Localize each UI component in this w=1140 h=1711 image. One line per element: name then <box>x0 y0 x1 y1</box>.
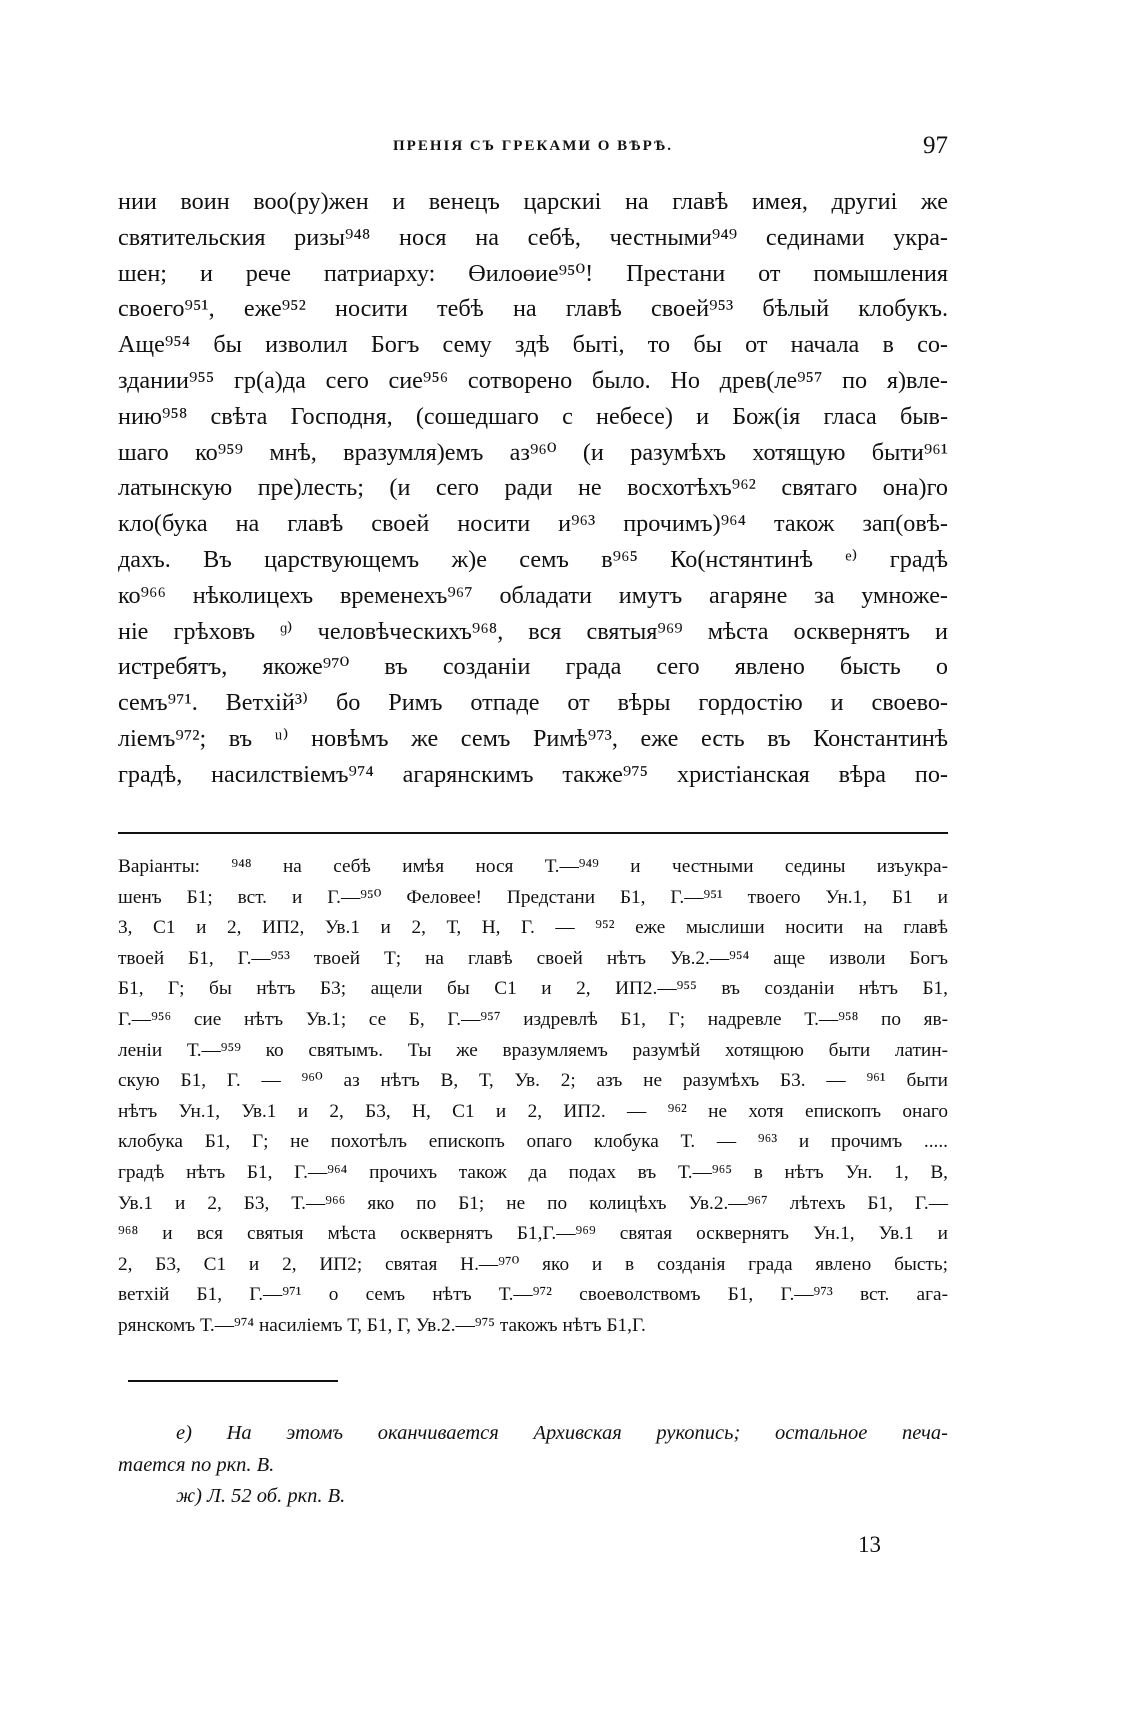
page-header <box>118 132 948 162</box>
text-line: нии воин воо(ру)жен и венецъ царскиі на главѣ имея, другиі же <box>118 188 948 215</box>
main-text <box>118 184 948 793</box>
footnotes <box>118 1418 948 1513</box>
text-line: шен; и рече патриарху: Өилоөие⁹⁵⁰! Престани от помышления <box>118 259 948 287</box>
variant-line: клобука Б1, Г; не похотѣлъ епископъ опаго клобука Т. — ⁹⁶³ и прочимъ ..... <box>118 1131 948 1153</box>
footnote-line: тается по ркп. В. <box>118 1453 275 1476</box>
page-number: 97 <box>923 132 948 159</box>
text-line: шаго ко⁹⁵⁹ мнѣ, вразумля)емъ аз⁹⁶⁰ (и разумѣхъ хотящую быти⁹⁶¹ <box>118 438 948 466</box>
variant-line: 3, С1 и 2, ИП2, Ув.1 и 2, Т, Н, Г. — ⁹⁵² еже мыслиши носити на главѣ <box>118 917 948 939</box>
variant-line: Варіанты: ⁹⁴⁸ на себѣ имѣя нося Т.—⁹⁴⁹ и честными седины изъукра- <box>118 856 948 877</box>
text-line: здании⁹⁵⁵ гр(а)да сего сие⁹⁵⁶ сотворено было. Но древ(ле⁹⁵⁷ по я)вле- <box>118 366 948 394</box>
text-line: Аще⁹⁵⁴ бы изволил Богъ сему здѣ быті, то бы от начала в со- <box>118 331 948 359</box>
variants-apparatus <box>118 852 948 1342</box>
variant-line: ⁹⁶⁸ и вся святыя мѣста осквернятъ Б1,Г.—⁹⁶⁹ святая осквернятъ Ун.1, Ув.1 и <box>118 1223 948 1245</box>
text-line: своего⁹⁵¹, еже⁹⁵² носити тебѣ на главѣ своей⁹⁵³ бѣлый клобукъ. <box>118 295 948 323</box>
variant-line: нѣтъ Ун.1, Ув.1 и 2, Б3, Н, С1 и 2, ИП2. — ⁹⁶² не хотя епископъ онаго <box>118 1100 948 1122</box>
signature-mark: 13 <box>858 1532 881 1557</box>
section-divider <box>118 832 948 834</box>
text-line: нию⁹⁵⁸ свѣта Господня, (сошедшаго с небесе) и Бож(ія гласа быв- <box>118 402 948 430</box>
text-line: святительския ризы⁹⁴⁸ нося на себѣ, честными⁹⁴⁹ сединами укра- <box>118 223 948 251</box>
text-line: истребятъ, якоже⁹⁷⁰ въ созданіи града сего явлено бысть о <box>118 653 948 681</box>
text-line: латынскую пре)лесть; (и сего ради не восхотѣхъ⁹⁶² святаго она)го <box>118 474 948 502</box>
text-line: дахъ. Въ царствующемъ ж)е семъ в⁹⁶⁵ Ко(нстянтинѣ ᵉ⁾ градѣ <box>118 545 948 573</box>
footnote-divider <box>128 1380 338 1382</box>
text-line: ко⁹⁶⁶ нѣколицехъ временехъ⁹⁶⁷ обладати имутъ агаряне за умноже- <box>118 581 948 609</box>
variant-line: Ув.1 и 2, Б3, Т.—⁹⁶⁶ яко по Б1; не по колицѣхъ Ув.2.—⁹⁶⁷ лѣтехъ Б1, Г.— <box>118 1192 948 1214</box>
footnote-line: ж) Л. 52 об. ркп. В. <box>176 1485 346 1507</box>
variant-line: 2, Б3, С1 и 2, ИП2; святая Н.—⁹⁷⁰ яко и в созданія града явлено бысть; <box>118 1253 948 1275</box>
variant-line: Б1, Г; бы нѣтъ Б3; ащели бы С1 и 2, ИП2.—⁹⁵⁵ въ созданіи нѣтъ Б1, <box>118 978 948 1000</box>
variant-line: скую Б1, Г. — ⁹⁶⁰ аз нѣтъ В, Т, Ув. 2; азъ не разумѣхъ Б3. — ⁹⁶¹ быти <box>118 1070 948 1092</box>
text-line: кло(бука на главѣ своей носити и⁹⁶³ прочимъ)⁹⁶⁴ також зап(овѣ- <box>118 510 948 538</box>
variant-line: рянскомъ Т.—⁹⁷⁴ насиліемъ Т, Б1, Г, Ув.2.—⁹⁷⁵ такожъ нѣтъ Б1,Г. <box>118 1314 646 1336</box>
text-line: семъ⁹⁷¹. Ветхій³⁾ бо Римъ отпаде от вѣры гордостію и своево- <box>118 689 948 717</box>
variant-line: леніи Т.—⁹⁵⁹ ко святымъ. Ты же вразумляемъ разумѣй хотящюю быти латин- <box>118 1039 948 1061</box>
variant-line: ветхій Б1, Г.—⁹⁷¹ о семъ нѣтъ Т.—⁹⁷² своеволствомъ Б1, Г.—⁹⁷³ вст. ага- <box>118 1284 948 1306</box>
variant-line: шенъ Б1; вст. и Г.—⁹⁵⁰ Феловее! Предстани Б1, Г.—⁹⁵¹ твоего Ун.1, Б1 и <box>118 886 948 908</box>
text-line: градѣ, насилствіемъ⁹⁷⁴ агарянскимъ также⁹⁷⁵ христіанская вѣра по- <box>118 760 948 788</box>
footnote-line: е) На этомъ оканчивается Архивская рукопись; остальное печа- <box>176 1422 948 1444</box>
variant-line: Г.—⁹⁵⁶ сие нѣтъ Ув.1; се Б, Г.—⁹⁵⁷ издревлѣ Б1, Г; надревле Т.—⁹⁵⁸ по яв- <box>118 1008 948 1030</box>
text-line: ліемъ⁹⁷²; въ ᵘ⁾ новѣмъ же семъ Римѣ⁹⁷³, еже есть въ Константинѣ <box>118 724 948 752</box>
text-line: ніе грѣховъ ᶢ⁾ человѣческихъ⁹⁶⁸, вся святыя⁹⁶⁹ мѣста осквернятъ и <box>118 617 948 645</box>
variant-line: твоей Б1, Г.—⁹⁵³ твоей Т; на главѣ своей нѣтъ Ув.2.—⁹⁵⁴ аще изволи Богъ <box>118 947 948 969</box>
running-head: ПРЕНІЯ СЪ ГРЕКАМИ О ВѢРѢ. <box>392 138 674 154</box>
variant-line: градѣ нѣтъ Б1, Г.—⁹⁶⁴ прочихъ також да подах въ Т.—⁹⁶⁵ в нѣтъ Ун. 1, В, <box>118 1161 948 1183</box>
